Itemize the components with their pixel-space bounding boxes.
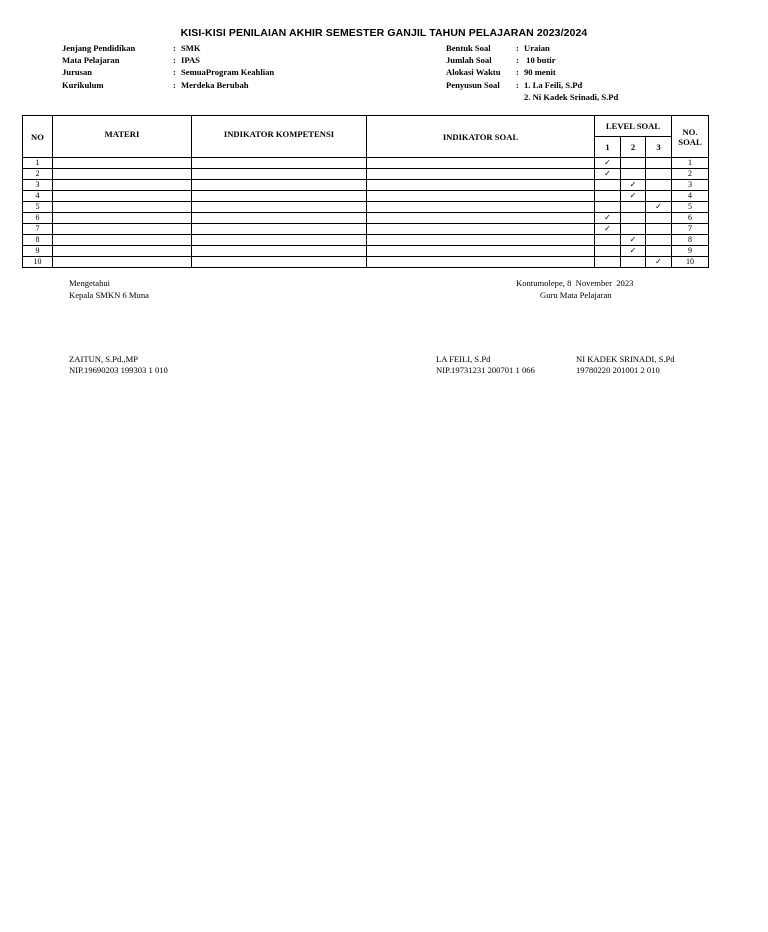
meta-label: Alokasi Waktu [446,67,501,78]
meta-value: 10 butir [524,55,556,66]
row-materi [53,202,192,213]
check-mark-icon: ✓ [621,191,646,202]
mengetahui-label: Mengetahui [69,278,111,288]
row-indikator-kompetensi [192,202,367,213]
table-body [23,158,709,268]
teacher1-name: LA FEILI, S.Pd [436,354,491,364]
meta-label: Jumlah Soal [446,55,492,66]
row-level-1 [595,246,621,257]
colon: : [516,55,519,66]
meta-label: Jenjang Pendidikan [62,43,136,53]
row-indikator-soal [367,235,595,246]
check-mark-icon: ✓ [595,169,621,180]
meta-row [62,54,274,66]
row-materi [53,169,192,180]
place-date: Kontumolepe, 8 November 2023 [516,278,634,288]
colon: : [173,43,176,53]
table-row [23,224,709,235]
colon: : [516,67,519,78]
teacher2-nip: 19780220 201001 2 010 [576,365,660,375]
row-materi [53,235,192,246]
head-nip: NIP.19690203 199303 1 010 [69,365,168,375]
table-row [23,213,709,224]
row-no: 6 [23,213,53,224]
check-mark-icon: ✓ [595,224,621,235]
row-materi [53,257,192,268]
row-no: 2 [23,169,53,180]
row-indikator-soal [367,191,595,202]
colon: : [173,67,176,78]
colon: : [516,79,519,90]
row-materi [53,224,192,235]
header-indikator-soal: INDIKATOR SOAL [367,116,595,158]
row-level-2 [621,257,646,268]
row-no-soal: 5 [672,202,709,213]
check-mark-icon: ✓ [595,213,621,224]
header-level-3: 3 [646,137,672,158]
check-mark-icon: ✓ [621,246,646,257]
row-indikator-kompetensi [192,235,367,246]
table-row [23,246,709,257]
meta-value: SMK [181,43,201,53]
row-no-soal: 2 [672,169,709,180]
header-no: NO [23,116,53,158]
table-row [23,158,709,169]
row-level-1 [595,257,621,268]
row-indikator-kompetensi [192,213,367,224]
row-materi [53,158,192,169]
row-no-soal: 7 [672,224,709,235]
meta-right [446,42,618,103]
meta-row-continuation: 2. Ni Kadek Srinadi, S.Pd [524,91,619,102]
meta-value: 1. La Feili, S.Pd [524,79,583,90]
row-no-soal: 1 [672,158,709,169]
guru-label: Guru Mata Pelajaran [540,290,612,300]
meta-label: Penyusun Soal [446,79,500,90]
row-level-3 [646,180,672,191]
colon: : [516,43,519,53]
row-no: 1 [23,158,53,169]
row-level-3 [646,213,672,224]
header-indikator-kompetensi: INDIKATOR KOMPETENSI [192,116,367,158]
table-row [23,180,709,191]
meta-row [446,79,618,91]
meta-row [446,66,618,78]
teacher2-name: NI KADEK SRINADI, S.Pd [576,354,675,364]
row-no-soal: 10 [672,257,709,268]
row-level-3 [646,191,672,202]
meta-row [446,54,618,66]
row-no: 4 [23,191,53,202]
row-no: 9 [23,246,53,257]
meta-row [62,66,274,78]
row-level-3 [646,235,672,246]
row-level-3 [646,224,672,235]
teacher1-nip: NIP.19731231 200701 1 066 [436,365,535,375]
row-no: 7 [23,224,53,235]
row-no: 10 [23,257,53,268]
row-no: 5 [23,202,53,213]
row-indikator-kompetensi [192,224,367,235]
row-level-2 [621,158,646,169]
row-indikator-kompetensi [192,191,367,202]
check-mark-icon: ✓ [646,202,672,213]
table-row [23,235,709,246]
row-no-soal: 3 [672,180,709,191]
table-row [23,202,709,213]
header-level-1: 1 [595,137,621,158]
meta-value: SemuaProgram Keahlian [181,67,275,78]
row-indikator-soal [367,169,595,180]
row-materi [53,180,192,191]
header-level-soal: LEVEL SOAL [595,116,672,137]
row-level-3 [646,169,672,180]
row-level-1 [595,191,621,202]
table-row [23,257,709,268]
meta-row [62,42,274,54]
meta-left [62,42,274,91]
row-no: 3 [23,180,53,191]
row-indikator-kompetensi [192,158,367,169]
row-level-3 [646,246,672,257]
row-level-2 [621,169,646,180]
row-no-soal: 8 [672,235,709,246]
check-mark-icon: ✓ [621,235,646,246]
meta-row [62,79,274,91]
row-materi [53,213,192,224]
row-level-2 [621,224,646,235]
meta-row [446,42,618,54]
meta-value: 90 menit [524,67,556,78]
row-indikator-kompetensi [192,180,367,191]
row-indikator-soal [367,224,595,235]
meta-value: IPAS [181,55,200,66]
header-materi: MATERI [53,116,192,158]
row-indikator-soal [367,180,595,191]
row-level-1 [595,235,621,246]
row-indikator-soal [367,158,595,169]
row-indikator-soal [367,202,595,213]
row-level-3 [646,158,672,169]
check-mark-icon: ✓ [621,180,646,191]
meta-value: Merdeka Berubah [181,79,249,90]
header-no-soal: NO. SOAL [672,116,709,158]
row-materi [53,246,192,257]
row-indikator-kompetensi [192,246,367,257]
kepala-label: Kepala SMKN 6 Muna [69,290,149,300]
row-no-soal: 4 [672,191,709,202]
row-materi [53,191,192,202]
kisi-kisi-table [22,115,709,268]
meta-label: Jurusan [62,67,93,78]
row-indikator-soal [367,246,595,257]
meta-label: Kurikulum [62,79,104,90]
table-row [23,191,709,202]
meta-label: Mata Pelajaran [62,55,120,66]
row-no-soal: 6 [672,213,709,224]
header-level-2: 2 [621,137,646,158]
row-indikator-soal [367,257,595,268]
row-level-2 [621,213,646,224]
meta-label: Bentuk Soal [446,43,491,53]
check-mark-icon: ✓ [595,158,621,169]
row-indikator-soal [367,213,595,224]
document-title: KISI-KISI PENILAIAN AKHIR SEMESTER GANJIL TAHUN PELAJARAN 2023/2024 [180,27,588,39]
head-name: ZAITUN, S.Pd.,MP [69,354,138,364]
row-level-2 [621,202,646,213]
meta-value: Uraian [524,43,550,53]
colon: : [173,55,176,66]
row-level-1 [595,202,621,213]
row-no: 8 [23,235,53,246]
row-indikator-kompetensi [192,257,367,268]
row-no-soal: 9 [672,246,709,257]
colon: : [173,79,176,90]
table-row [23,169,709,180]
check-mark-icon: ✓ [646,257,672,268]
row-indikator-kompetensi [192,169,367,180]
row-level-1 [595,180,621,191]
